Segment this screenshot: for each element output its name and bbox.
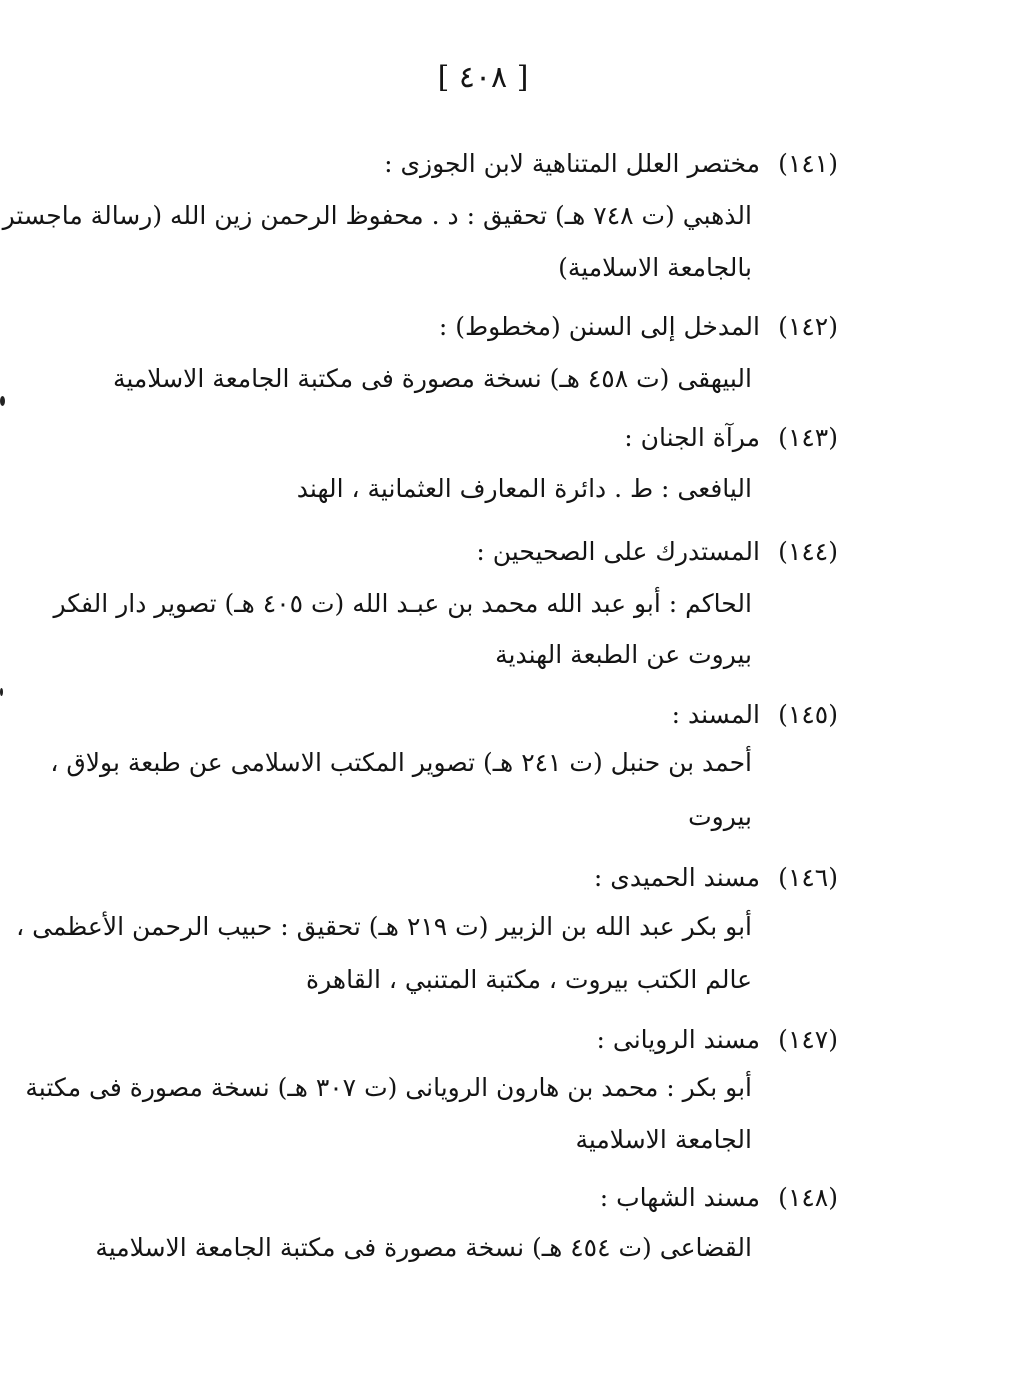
entry-146-line-1: أبو بكر عبد الله بن الزبير (ت ٢١٩ هـ) تحقيق : حبيب الرحمن الأعظمى ، (16, 912, 752, 941)
entry-146-heading (594, 860, 838, 896)
entry-number: (١٤٦) (778, 863, 838, 892)
entry-145-heading (672, 697, 838, 733)
scan-mark (0, 688, 3, 696)
entry-number: (١٤٢) (778, 312, 838, 341)
entry-142-heading (439, 309, 838, 345)
entry-143-line-1: اليافعى : ط . دائرة المعارف العثمانية ، الهند (296, 474, 752, 503)
entry-148-heading (600, 1180, 838, 1216)
scan-mark (0, 396, 5, 406)
entry-143-heading (624, 420, 838, 456)
entry-title: مختصر العلل المتناهية لابن الجوزى : (384, 149, 760, 178)
entry-146-line-2: عالم الكتب بيروت ، مكتبة المتنبي ، القاهرة (306, 965, 752, 994)
entry-144-line-2: بيروت عن الطبعة الهندية (495, 640, 752, 669)
entry-147-line-2: الجامعة الاسلامية (575, 1125, 752, 1154)
entry-number: (١٤١) (778, 149, 838, 178)
page-number: [ ٤٠٨ ] (437, 60, 529, 95)
entry-145-line-2: بيروت (688, 802, 752, 831)
entry-number: (١٤٧) (778, 1025, 838, 1054)
entry-144-line-1: الحاكم : أبو عبد الله محمد بن عبـد الله (ت ٤٠٥ هـ) تصوير دار الفكر (53, 589, 752, 618)
entry-142-line-1: البيهقى (ت ٤٥٨ هـ) نسخة مصورة فى مكتبة الجامعة الاسلامية (112, 364, 752, 393)
entry-145-line-1: أحمد بن حنبل (ت ٢٤١ هـ) تصوير المكتب الاسلامى عن طبعة بولاق ، (50, 748, 752, 777)
entry-title: المستدرك على الصحيحين : (476, 537, 760, 566)
entry-title: المسند : (671, 700, 760, 729)
entry-147-line-1: أبو بكر : محمد بن هارون الرويانى (ت ٣٠٧ هـ) نسخة مصورة فى مكتبة (25, 1073, 752, 1102)
entry-title: المدخل إلى السنن (مخطوط) : (438, 312, 760, 341)
entry-title: مرآة الجنان : (624, 423, 760, 452)
entry-147-heading (597, 1022, 838, 1058)
entry-number: (١٤٤) (778, 537, 838, 566)
entry-title: مسند الحميدى : (593, 863, 760, 892)
entry-141-line-2: بالجامعة الاسلامية) (558, 253, 752, 282)
entry-141-heading (384, 146, 838, 182)
entry-number: (١٤٣) (778, 423, 838, 452)
entry-144-heading (476, 534, 838, 570)
entry-number: (١٤٥) (778, 700, 838, 729)
entry-title: مسند الشهاب : (599, 1183, 760, 1212)
entry-number: (١٤٨) (778, 1183, 838, 1212)
entry-148-line-1: القضاعى (ت ٤٥٤ هـ) نسخة مصورة فى مكتبة الجامعة الاسلامية (95, 1233, 752, 1262)
entry-141-line-1: الذهبي (ت ٧٤٨ هـ) تحقيق : د . محفوظ الرحمن زين الله (رسالة ماجستر (2, 201, 752, 230)
entry-title: مسند الرويانى : (596, 1025, 760, 1054)
